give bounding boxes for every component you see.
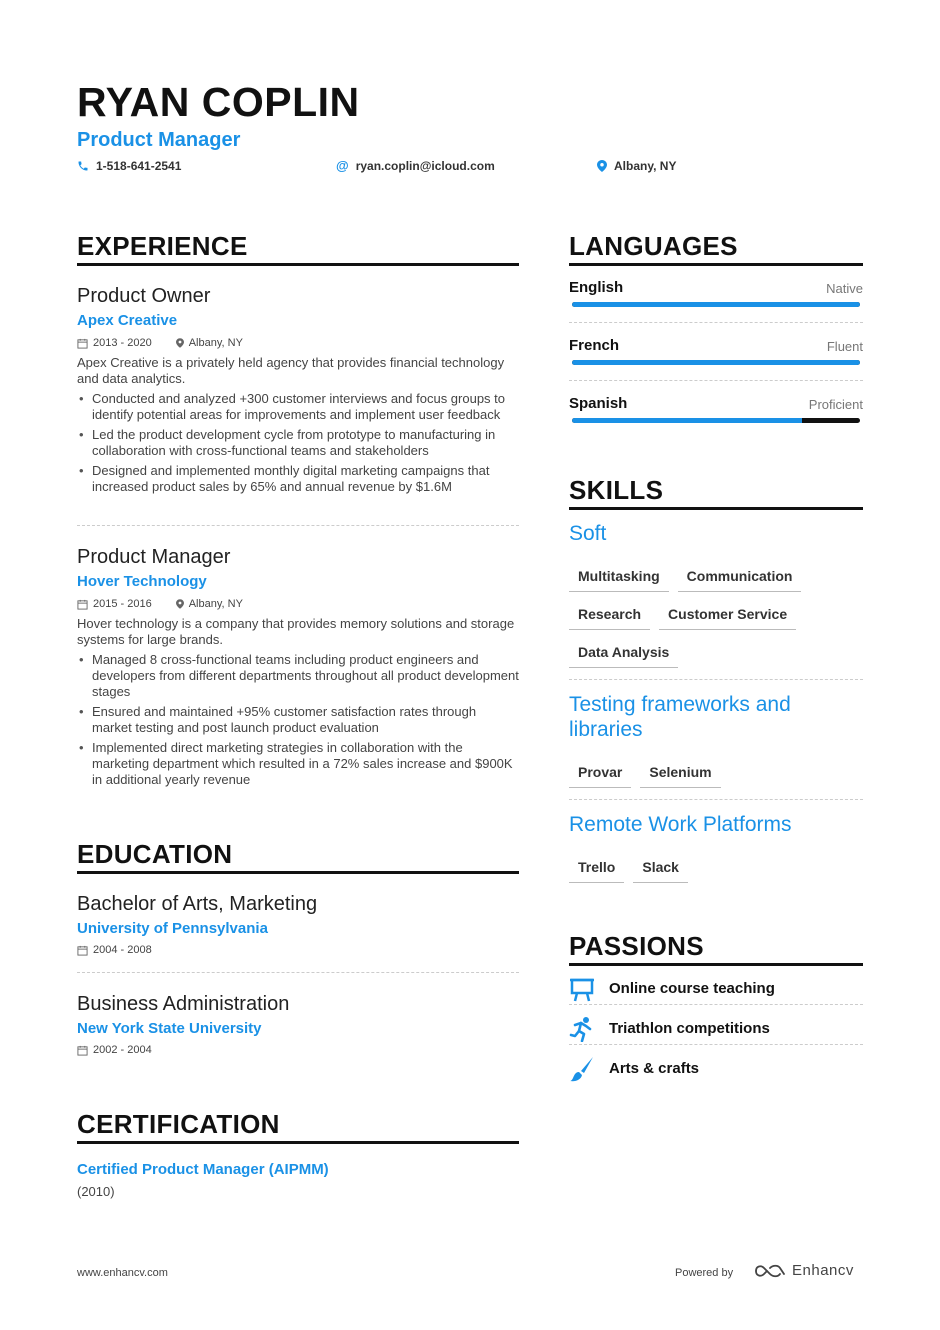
- divider: [77, 972, 519, 973]
- running-person-icon: [569, 1016, 595, 1042]
- calendar-icon: [77, 599, 88, 610]
- paintbrush-icon: [569, 1056, 595, 1082]
- skill-tag: Communication: [678, 567, 802, 592]
- presentation-board-icon: [569, 976, 595, 1002]
- at-icon: @: [336, 158, 349, 173]
- job-bullet: • Ensured and maintained +95% customer satisfaction rates through market testing and post launch product evaluation: [77, 704, 519, 736]
- skills-heading: SKILLS: [569, 475, 664, 505]
- skill-tag: Multitasking: [569, 567, 669, 592]
- job-company: Hover Technology: [77, 573, 207, 590]
- language-level: Native: [826, 281, 863, 296]
- passion-label: Online course teaching: [609, 980, 775, 997]
- job-meta: [77, 596, 519, 612]
- language-bar: [572, 302, 860, 307]
- job-meta: [77, 335, 519, 351]
- experience-rule: [77, 263, 519, 266]
- job-dates: 2013 - 2020: [93, 337, 152, 349]
- skill-tags: [569, 567, 810, 592]
- divider: [569, 799, 863, 800]
- passion-label: Triathlon competitions: [609, 1020, 770, 1037]
- certification-year: (2010): [77, 1184, 115, 1199]
- language-bar: [572, 360, 860, 365]
- language-entry: [569, 278, 863, 307]
- skill-tags: [569, 763, 730, 788]
- job-title: Product Manager: [77, 546, 231, 568]
- calendar-icon: [77, 945, 88, 956]
- language-entry: [569, 336, 863, 365]
- divider: [77, 525, 519, 526]
- email-text: ryan.coplin@icloud.com: [355, 159, 495, 173]
- certification-heading: CERTIFICATION: [77, 1109, 280, 1139]
- degree: Bachelor of Arts, Marketing: [77, 893, 318, 915]
- job-bullet: • Led the product development cycle from prototype to manufacturing in collaboration with cross-functional teams and stakeholders: [77, 427, 519, 459]
- footer-website[interactable]: www.enhancv.com: [77, 1267, 168, 1279]
- school: University of Pennsylvania: [77, 920, 268, 937]
- experience-heading: EXPERIENCE: [77, 231, 248, 261]
- job-description: Apex Creative is a privately held agency that provides financial technology and data analytics.: [77, 355, 505, 386]
- passion-item: [569, 1016, 770, 1042]
- location-pin-icon: [176, 338, 184, 348]
- education-heading: EDUCATION: [77, 839, 233, 869]
- enhancv-logo[interactable]: [754, 1262, 854, 1280]
- languages-heading: LANGUAGES: [569, 231, 738, 261]
- job-entry: [77, 284, 519, 499]
- education-meta: [77, 1042, 289, 1058]
- language-bar-fill: [572, 360, 860, 365]
- footer-powered-by: Powered by: [675, 1267, 734, 1279]
- location-text: Albany, NY: [614, 159, 677, 173]
- contact-phone: [77, 157, 181, 175]
- skill-category: Soft: [569, 522, 607, 545]
- language-bar-fill: [572, 418, 802, 423]
- contact-email[interactable]: [336, 157, 495, 175]
- job-title: Product Owner: [77, 285, 211, 307]
- job-bullet: • Designed and implemented monthly digital marketing campaigns that increased product sales by 65% and annual revenue by $1.6M: [77, 463, 519, 495]
- candidate-name: RYAN COPLIN: [77, 79, 360, 125]
- location-pin-icon: [176, 599, 184, 609]
- calendar-icon: [77, 338, 88, 349]
- phone-text: 1-518-641-2541: [96, 159, 182, 173]
- skill-tag: Provar: [569, 763, 631, 788]
- contact-location: [597, 157, 676, 175]
- divider: [569, 1004, 863, 1005]
- certification-rule: [77, 1141, 519, 1144]
- divider: [569, 1044, 863, 1045]
- job-bullet: • Implemented direct marketing strategies in collaboration with the marketing department which resulted in a 72% sales increase and $900K in additional yearly revenue: [77, 740, 519, 788]
- divider: [569, 322, 863, 323]
- job-entry: [77, 545, 519, 792]
- skill-category: libraries: [569, 718, 643, 741]
- divider: [569, 380, 863, 381]
- skill-category: Remote Work Platforms: [569, 813, 792, 836]
- education-dates: 2004 - 2008: [93, 944, 152, 956]
- skill-tags: [569, 605, 805, 630]
- enhancv-brand: Enhancv: [792, 1262, 854, 1279]
- language-entry: [569, 394, 863, 423]
- job-company: Apex Creative: [77, 312, 178, 329]
- passion-label: Arts & crafts: [609, 1060, 700, 1077]
- candidate-title: Product Manager: [77, 129, 241, 151]
- language-name: English: [569, 279, 624, 296]
- job-bullets: [77, 391, 519, 495]
- degree: Business Administration: [77, 993, 290, 1015]
- education-rule: [77, 871, 519, 874]
- passion-item: [569, 1056, 699, 1082]
- location-pin-icon: [597, 160, 607, 172]
- job-dates: 2015 - 2016: [93, 598, 152, 610]
- education-entry: [77, 992, 289, 1058]
- passion-item: [569, 976, 775, 1002]
- education-dates: 2002 - 2004: [93, 1044, 152, 1056]
- job-bullet: • Managed 8 cross-functional teams including product engineers and developers from different departments throughout all product development stages: [77, 652, 519, 700]
- job-location: Albany, NY: [188, 598, 243, 610]
- languages-rule: [569, 263, 863, 266]
- calendar-icon: [77, 1045, 88, 1056]
- job-bullet: • Conducted and analyzed +300 customer interviews and focus groups to identify potential areas for improvements and implement user feedback: [77, 391, 519, 423]
- language-bar: [572, 418, 860, 423]
- school: New York State University: [77, 1020, 262, 1037]
- education-meta: [77, 942, 317, 958]
- language-level: Fluent: [826, 339, 863, 354]
- language-name: Spanish: [569, 395, 628, 412]
- skills-rule: [569, 507, 863, 510]
- passions-rule: [569, 963, 863, 966]
- certification-name: Certified Product Manager (AIPMM): [77, 1161, 329, 1178]
- divider: [569, 679, 863, 680]
- skill-tag: Trello: [569, 858, 624, 883]
- passions-heading: PASSIONS: [569, 931, 704, 961]
- enhancv-logo-icon: [754, 1262, 786, 1280]
- job-description: Hover technology is a company that provides memory solutions and storage systems for large brands.: [77, 616, 515, 647]
- skill-tag: Customer Service: [659, 605, 796, 630]
- education-entry: [77, 892, 317, 958]
- skill-category: Testing frameworks and: [569, 693, 791, 716]
- language-bar-fill: [572, 302, 860, 307]
- language-name: French: [569, 337, 620, 354]
- job-bullets: [77, 652, 519, 788]
- job-location: Albany, NY: [188, 337, 243, 349]
- skill-tags: [569, 858, 697, 883]
- skill-tag: Data Analysis: [569, 643, 678, 668]
- skill-tag: Research: [569, 605, 650, 630]
- phone-icon: [77, 160, 89, 172]
- language-level: Proficient: [808, 397, 863, 412]
- skill-tag: Slack: [633, 858, 688, 883]
- skill-tag: Selenium: [640, 763, 720, 788]
- skill-tags: [569, 643, 687, 668]
